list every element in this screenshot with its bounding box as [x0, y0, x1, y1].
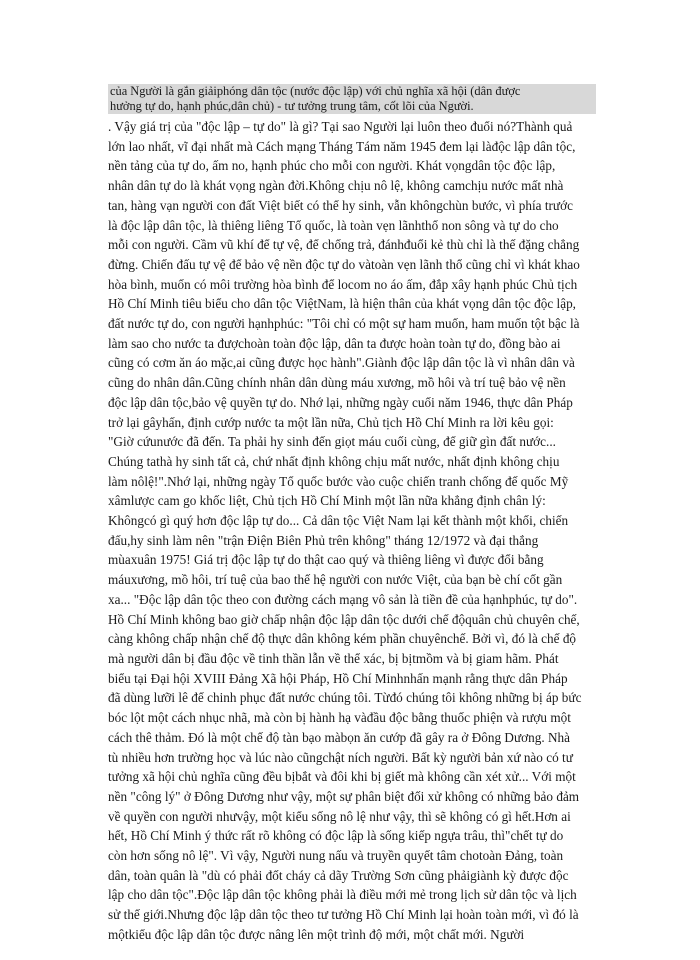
text-line: máuxương, mồ hôi, trí tuệ của bao thế hệ người con nước Việt, của bạn bè chí cốt gần [108, 572, 563, 588]
text-line: . Vậy giá trị của "độc lập – tự do" là gì? Tại sao Người lại luôn theo đuổi nó?Thành quả [108, 119, 573, 134]
text-line: Hồ Chí Minh không bao giờ chấp nhận độc lập dân tộc dưới chế độquân chủ chuyên chế, [108, 611, 580, 627]
text-line: độc lập dân tộc,bảo vệ quyền tự do. Nhớ lại, những ngày cuối năm 1946, thực dân Pháp [108, 394, 573, 410]
text-line: đấu,hy sinh làm nên "trận Điện Biên Phủ trên không" tháng 12/1972 và đại thắng [108, 532, 539, 548]
text-line: làm sao cho nước ta đượchoàn toàn độc lập, dân ta được hoàn toàn tự do, đồng bào ai [108, 335, 561, 351]
text-line: cách thê thảm. Đó là một chế độ tàn bạo màbọn ăn cướp đã gây ra ở Đông Dương. Nhà [108, 729, 570, 745]
text-line: hưởng tự do, hạnh phúc,dân chủ) - tư tưởng trung tâm, cốt lõi của Người. [110, 99, 474, 113]
text-line: đã dùng lưỡi lê để chinh phục đất nước chúng tôi. Từđó chúng tôi không những bị áp bức [108, 690, 582, 706]
text-line: xa... "Độc lập dân tộc theo con đường cách mạng vô sản là tiền đề của hạnhphúc, tự do". [108, 591, 578, 607]
text-line: đừng. Chiến đấu tự vệ để bảo vệ nền độc tự do vàtoàn vẹn lãnh thổ cũng chỉ vì khát khao [108, 256, 580, 272]
text-line: "Giờ cứunước đã đến. Ta phải hy sinh đến giọt máu cuối cùng, để giữ gìn đất nước... [108, 434, 556, 450]
text-line: sử thế giới.Nhưng độc lập dân tộc theo tư tưởng Hồ Chí Minh lại hoàn toàn mới, vì đó là [108, 907, 579, 923]
text-line: Khôngcó gì quý hơn độc lập tự do... Cả dân tộc Việt Nam lại kết thành một khối, chiến [108, 513, 569, 529]
text-line: Hồ Chí Minh tiêu biểu cho dân tộc ViệtNam, là hiện thân của khát vọng dân tộc độc lập, [108, 296, 576, 312]
text-line: hết, Hồ Chí Minh ý thức rất rõ không có độc lập là sống kiếp ngựa trâu, thì"chết tự do [108, 828, 564, 844]
text-line: là độc lập dân tộc, là thiêng liêng Tổ quốc, là toàn vẹn lãnhthổ non sông và tự do cho [108, 217, 559, 233]
highlighted-passage [108, 84, 596, 114]
text-line: cũng có cơm ăn áo mặc,ai cũng được học hành".Giành độc lập dân tộc là vì nhân dân và [108, 355, 575, 371]
text-line: của Người là gắn giảiphóng dân tộc (nước độc lập) với chủ nghĩa xã hội (dân được [110, 84, 521, 98]
body-text [108, 117, 598, 945]
text-line: nền tảng của tự do, ấm no, hạnh phúc cho mỗi con người. Khát vọngdân tộc độc lập, [108, 158, 556, 174]
text-line: xâmlược cam go khốc liệt, Chủ tịch Hồ Chí Minh một lần nữa khẳng định chân lý: [108, 493, 546, 509]
text-line: lập cho dân tộc".Độc lập dân tộc không phải là điều mới mẻ trong lịch sử dân tộc và lịch [108, 887, 577, 903]
text-line: cũng do nhân dân.Cũng chính nhân dân dùng máu xương, mồ hôi và trí tuệ bảo vệ nền [108, 375, 566, 391]
text-line: lớn lao nhất, vĩ đại nhất mà Cách mạng Tháng Tám năm 1945 đem lại làđộc lập dân tộc, [108, 138, 576, 154]
text-line: dân, toàn quân là "dù có phải đốt cháy cả dãy Trường Sơn cũng phảigiành kỳ được độc [108, 867, 569, 883]
text-line: Chúng tathà hy sinh tất cả, chứ nhất định không chịu mất nước, nhất định không chịu [108, 453, 560, 469]
text-line: biểu tại Đại hội XVIII Đảng Xã hội Pháp, Hồ Chí Minhnhấn mạnh rằng thực dân Pháp [108, 670, 568, 686]
text-line: hòa bình, muốn có môi trường hòa bình để locom no áo ấm, đắp xây hạnh phúc Chủ tịch [108, 276, 578, 292]
text-line: tù nhiều hơn trường học và lúc nào cũngchật ních người. Bất kỳ người bản xứ nào có tư [108, 749, 573, 765]
text-line: mộtkiểu độc lập dân tộc được nâng lên một trình độ mới, một chất mới. Người [108, 926, 525, 942]
text-line: trở lại gâyhấn, định cướp nước ta một lần nữa, Chủ tịch Hồ Chí Minh ra lời kêu gọi: [108, 414, 554, 430]
text-line: nền "công lý" ở Đông Dương như vậy, một sự phân biệt đối xử không có những bảo đảm [108, 788, 580, 804]
text-line: nhân dân tự do là khát vọng ngàn đời.Không chịu nô lệ, không camchịu nước mất nhà [108, 178, 564, 194]
text-line: làm nôlệ!".Nhớ lại, những ngày Tổ quốc bước vào cuộc chiến tranh chống đế quốc Mỹ [108, 473, 569, 489]
text-line: về quyền con người nhưvậy, một kiểu sống nô lệ như vậy, thì sẽ không có gì hết.Hơn ai [108, 808, 571, 824]
text-line: còn hơn sống nô lệ". Vì vậy, Người nung nấu và truyền quyết tâm chotoàn Đảng, toàn [108, 848, 564, 864]
text-line: càng không chấp nhận chế độ thực dân không kém phần chuyênchế. Bởi vì, đó là chế độ [108, 631, 577, 647]
text-line: tan, hàng vạn người con đất Việt biết có thể hy sinh, vẫn khôngchùn bước, vì phía trước [108, 197, 573, 213]
text-line: đất nước tự do, con người hạnhphúc: "Tôi chỉ có một sự ham muốn, ham muốn tột bậc là [108, 316, 580, 332]
text-line: tưởng xã hội chủ nghĩa cũng đều bịbắt và đôi khi bị giết mà không cần xét xử... Với một [108, 769, 576, 785]
text-line: bóc lột một cách nhục nhã, mà còn bị hành hạ vàđầu độc bằng thuốc phiện và rượu một [108, 710, 571, 726]
text-line: mà người dân bị đầu độc về tinh thần lẫn về thể xác, bị bịtmồm và bị giam hãm. Phát [108, 650, 559, 666]
text-line: mỗi con người. Cầm vũ khí để tự vệ, để chống trả, đánhđuổi kẻ thù chỉ là thế đặng chẳng [108, 237, 580, 253]
text-line: mùaxuân 1975! Giá trị độc lập tự do thật cao quý và thiêng liêng vì được đổi bằng [108, 552, 544, 568]
